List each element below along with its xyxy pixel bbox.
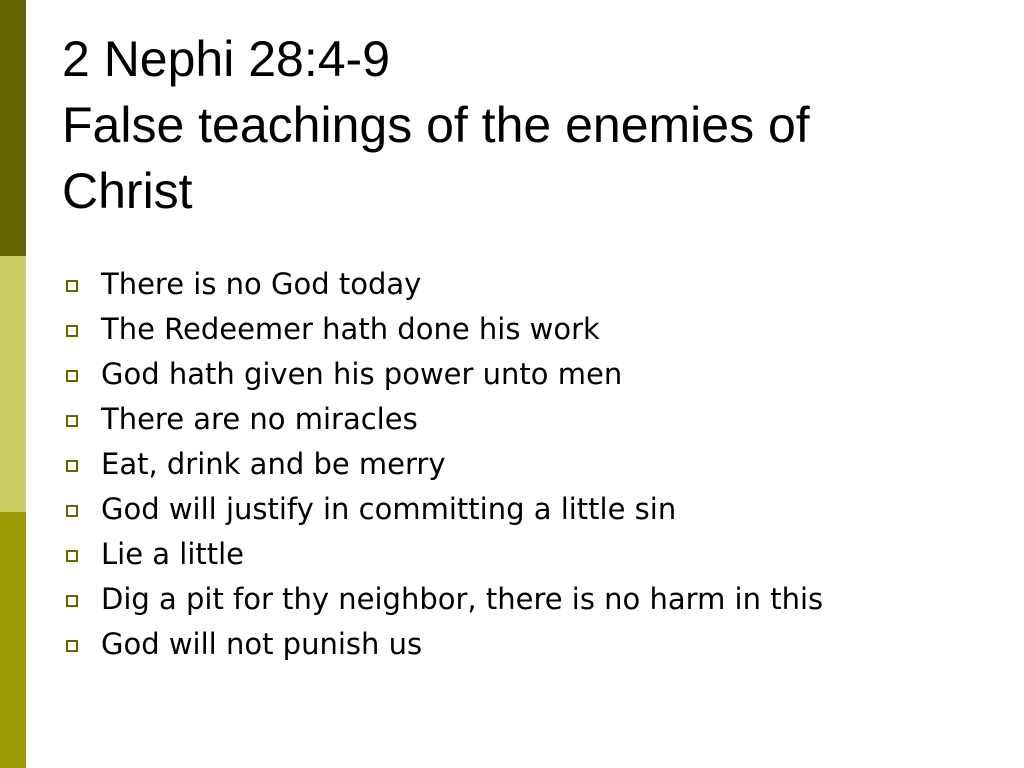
- sidebar-stripe-bottom: [0, 512, 26, 768]
- title-line-subject-end: Christ: [62, 163, 193, 219]
- list-item-text: There are no miracles: [101, 402, 418, 436]
- hollow-square-icon: [66, 505, 78, 517]
- list-item: [62, 352, 823, 397]
- hollow-square-icon: [66, 550, 78, 562]
- title-line-subject: False teachings of the enemies of: [62, 97, 810, 153]
- list-item: [62, 577, 823, 622]
- list-item-text: Dig a pit for thy neighbor, there is no harm in this: [101, 582, 824, 616]
- list-item-text: Eat, drink and be merry: [101, 447, 446, 481]
- sidebar-stripe-middle: [0, 256, 26, 512]
- hollow-square-icon: [66, 325, 78, 337]
- list-item: [62, 442, 823, 487]
- hollow-square-icon: [66, 460, 78, 472]
- list-item: [62, 262, 823, 307]
- list-item-text: Lie a little: [101, 537, 245, 571]
- list-item-text: God hath given his power unto men: [101, 357, 623, 391]
- title-line-reference: 2 Nephi 28:4-9: [62, 31, 391, 87]
- list-item: [62, 397, 823, 442]
- list-item: [62, 487, 823, 532]
- list-item-text: God will not punish us: [101, 627, 423, 661]
- sidebar-stripe-top: [0, 0, 26, 256]
- hollow-square-icon: [66, 640, 78, 652]
- slide-title: [62, 26, 982, 224]
- list-item: [62, 622, 823, 667]
- hollow-square-icon: [66, 280, 78, 292]
- hollow-square-icon: [66, 595, 78, 607]
- bullet-list: [62, 262, 823, 667]
- list-item: [62, 532, 823, 577]
- list-item-text: There is no God today: [101, 267, 422, 301]
- list-item-text: The Redeemer hath done his work: [101, 312, 600, 346]
- hollow-square-icon: [66, 370, 78, 382]
- hollow-square-icon: [66, 415, 78, 427]
- list-item: [62, 307, 823, 352]
- list-item-text: God will justify in committing a little sin: [101, 492, 677, 526]
